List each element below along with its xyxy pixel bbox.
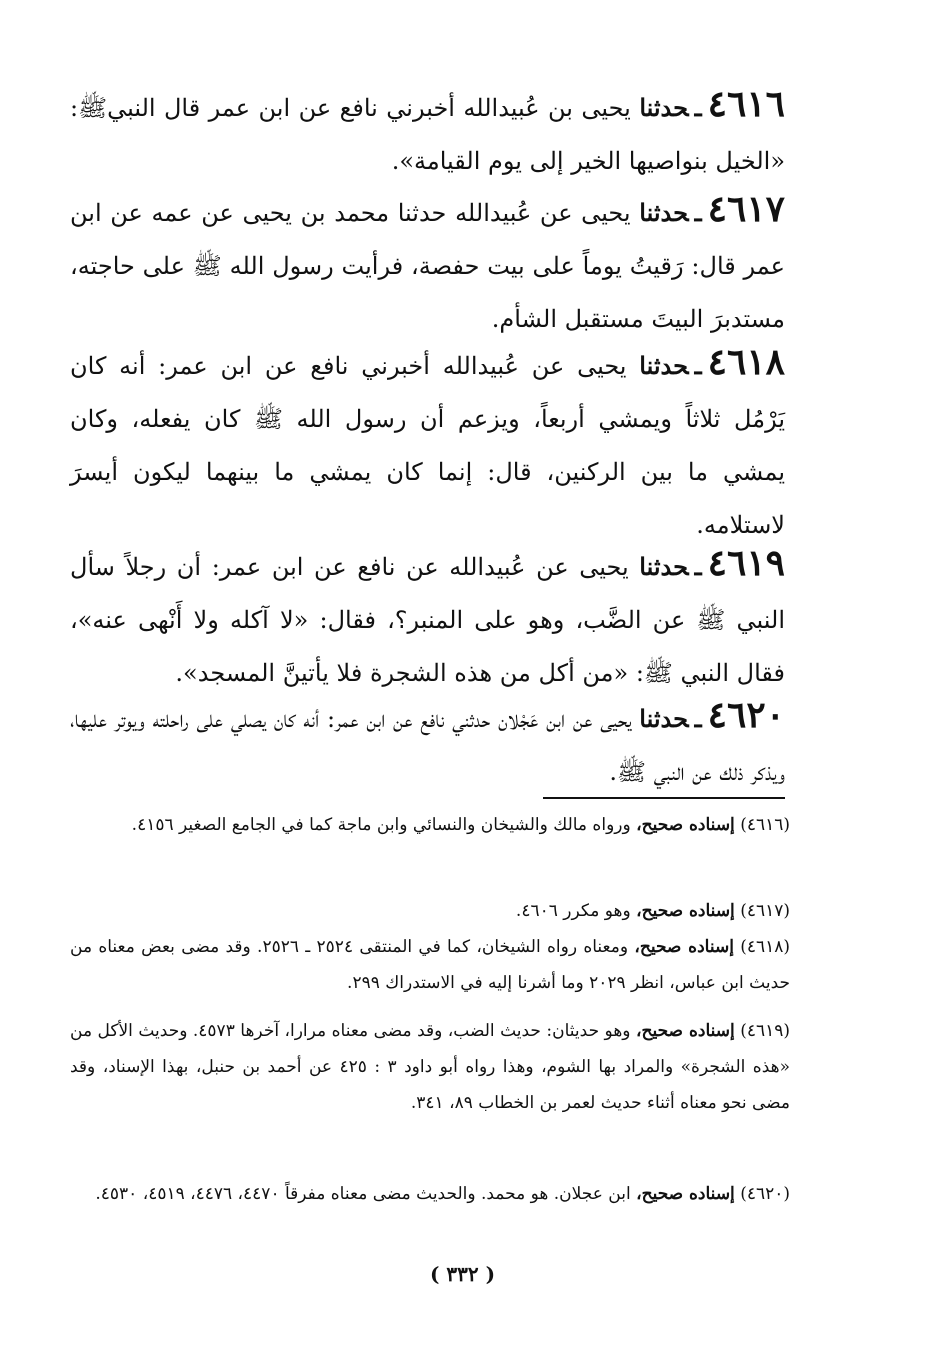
footnote-4619 — [70, 1013, 790, 1121]
hadith-number: ٤٦١٩ — [707, 542, 785, 584]
hadith-number: ٤٦٢٠ — [707, 694, 785, 736]
footnote-grade: إسناده صحيح، — [635, 1021, 735, 1041]
footnote-4618 — [70, 929, 790, 1001]
hadith-lead: حدثنا — [639, 351, 689, 380]
hadith-4619: ٤٦١٩ـحدثنا يحيى عن عُبيدالله عن نافع عن ابن عمر: أن رجلاً سأل النبي ﷺ عن الضَّب، وهو على المنبر؟، فقال: «لا آكله ولا أَنْهى عنه»، فقال النبي ﷺ: «من أكل من هذه الشجرة فلا يأتينَّ المسجد». — [70, 542, 785, 687]
footnote-text: ومعناه رواه الشيخان، كما في المنتقى ٢٥٢٤ ـ ٢٥٢٦. وقد مضى بعض معناه من حديث ابن عباس، انظر ٢٠٢٩ وما أشرنا إليه في الاستدراك ٢٩٩. — [70, 937, 790, 993]
footnote-grade: إسناده صحيح، — [636, 901, 735, 921]
hadith-number: ٤٦١٨ — [707, 341, 785, 383]
hadith-4618: ٤٦١٨ـحدثنا يحيى عن عُبيدالله أخبرني نافع عن ابن عمر: أنه كان يَرْمُل ثلاثاً ويمشي أربعاً، ويزعم أن رسول الله ﷺ كان يفعله، وكان يمشي ما بين الركنين، قال: إنما كان يمشي ما بينهما ليكون أيسرَ لاستلامه. — [70, 341, 785, 539]
footnote-text: ابن عجلان. هو محمد. والحديث مضى معناه مفرقاً ٤٤٧٠، ٤٤٧٦، ٤٥١٩، ٤٥٣٠. — [95, 1184, 631, 1204]
footnote-separator — [543, 797, 785, 799]
footnote-text: ورواه مالك والشيخان والنسائي وابن ماجة كما في الجامع الصغير ٤١٥٦. — [131, 815, 631, 835]
hadith-text: يحيى عن عُبيدالله عن نافع عن ابن عمر: أن رجلاً سأل النبي ﷺ عن الضَّب، وهو على المنبر؟، فقال: «لا آكله ولا أَنْهى عنه»، فقال النبي ﷺ: «من أكل من هذه الشجرة فلا يأتينَّ المسجد». — [70, 553, 785, 687]
footnote-ref: (٤٦١٨) — [740, 937, 791, 957]
footnote-4620 — [70, 1176, 790, 1212]
hadith-4620: ٤٦٢٠ـحدثنا يحيى عن ابن عَجْلان حدثني نافع عن ابن عمر: أنه كان يصلي على راحلته ويوتر عليها، ويذكر ذلك عن النبي ﷺ. — [70, 694, 785, 786]
hadith-lead: حدثنا — [639, 198, 689, 227]
hadith-text: يحيى عن عُبيدالله أخبرني نافع عن ابن عمر: أنه كان يَرْمُل ثلاثاً ويمشي أربعاً، ويزعم أن رسول الله ﷺ كان يفعله، وكان يمشي ما بين الركنين، قال: إنما كان يمشي ما بينهما ليكون أيسرَ لاستلامه. — [70, 352, 785, 539]
footnote-text: وهو حديثان: حديث الضب، وقد مضى معناه مرارا، آخرها ٤٥٧٣. وحديث الأكل من «هذه الشجرة» والمراد بها الشوم، وهذا رواه أبو داود ٣ : ٤٢٥ عن أحمد بن حنبل، بهذا الإسناد، وقد مضى نحو معناه أثناء حديث لعمر بن الخطاب ٨٩، ٣٤١. — [70, 1021, 791, 1113]
footnote-text: وهو مكرر ٤٦٠٦. — [515, 901, 631, 921]
footnote-4616 — [70, 807, 790, 843]
footnote-grade: إسناده صحيح، — [636, 815, 735, 835]
footnote-ref: (٤٦٢٠) — [740, 1184, 790, 1204]
hadith-lead: حدثنا — [639, 704, 689, 733]
hadith-number: ٤٦١٦ — [707, 83, 786, 125]
footnote-ref: (٤٦١٩) — [740, 1021, 790, 1041]
hadith-text: يحيى بن عُبيدالله أخبرني نافع عن ابن عمر قال النبيﷺ: «الخيل بنواصيها الخير إلى يوم القيامة». — [70, 94, 785, 175]
footnote-ref: (٤٦١٧) — [740, 901, 790, 921]
hadith-number: ٤٦١٧ — [707, 188, 785, 230]
footnote-ref: (٤٦١٦) — [740, 815, 790, 835]
hadith-lead: حدثنا — [639, 552, 689, 581]
hadith-lead: حدثنا — [639, 93, 689, 122]
footnote-4617 — [70, 893, 790, 929]
hadith-4617: ٤٦١٧ـحدثنا يحيى عن عُبيدالله حدثنا محمد بن يحيى عن عمه عن ابن عمر قال: رَقيتُ يوماً على بيت حفصة، فرأيت رسول الله ﷺ على حاجته، مستدبرَ البيتَ مستقبل الشأم. — [70, 188, 785, 333]
footnote-grade: إسناده صحيح، — [634, 937, 734, 957]
hadith-4616: ٤٦١٦ـحدثنا يحيى بن عُبيدالله أخبرني نافع عن ابن عمر قال النبيﷺ: «الخيل بنواصيها الخير إلى يوم القيامة». — [70, 83, 786, 175]
page-number: ( ٣٣٢ ) — [429, 1262, 496, 1286]
hadith-text: يحيى عن ابن عَجْلان حدثني نافع عن ابن عمر: أنه كان يصلي على راحلته ويوتر عليها، ويذكر ذلك عن النبي ﷺ. — [70, 705, 785, 786]
hadith-text: يحيى عن عُبيدالله حدثنا محمد بن يحيى عن عمه عن ابن عمر قال: رَقيتُ يوماً على بيت حفصة، فرأيت رسول الله ﷺ على حاجته، مستدبرَ البيتَ مستقبل الشأم. — [70, 199, 785, 333]
footnote-grade: إسناده صحيح، — [636, 1184, 735, 1204]
